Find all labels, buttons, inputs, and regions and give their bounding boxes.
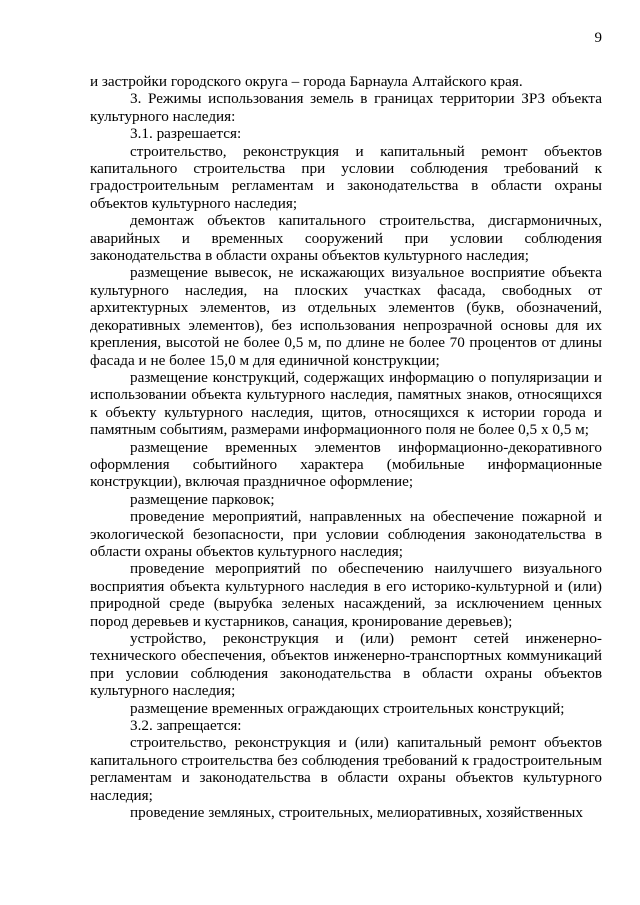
paragraph: проведение земляных, строительных, мелиоративных, хозяйственных: [130, 804, 583, 822]
paragraph-continuation: и застройки городского округа – города Барнаула Алтайского края.: [90, 73, 523, 90]
document-body: [90, 73, 602, 821]
paragraph: проведение мероприятий по обеспечению наилучшего визуального восприятия объекта культурного наследия в его историко-культурной и (или) природной среде (вырубка зеленых насаждений, за исключением ценных пород деревьев и кустарников, санация, кронирование деревьев);: [90, 560, 602, 630]
paragraph: строительство, реконструкция и капитальный ремонт объектов капитального строительства при условии соблюдения требований к градостроительным регламентам и законодательства в области охраны объектов культурного наследия;: [90, 142, 602, 212]
paragraph: размещение конструкций, содержащих информацию о популяризации и использовании объекта культурного наследия, памятных знаков, относящихся к объекту культурного наследия, щитов, относящихся к истории города и памятным событиям, размерами информационного поля не более 0,5 х 0,5 м;: [90, 368, 602, 439]
subsection-3-2-heading: 3.2. запрещается:: [130, 717, 242, 735]
page-number: 9: [594, 30, 602, 46]
section-3-heading: 3. Режимы использования земель в границах территории ЗРЗ объекта культурного наследия:: [90, 90, 602, 125]
paragraph: размещение парковок;: [130, 490, 275, 508]
paragraph: размещение временных ограждающих строительных конструкций;: [130, 699, 565, 717]
paragraph: строительство, реконструкция и (или) капитальный ремонт объектов капитального строительства без соблюдения требований к градостроительным регламентам и законодательства в области охраны объектов культурного наследия;: [90, 734, 602, 804]
paragraph: проведение мероприятий, направленных на обеспечение пожарной и экологической безопасности, при условии соблюдения законодательства в области охраны объектов культурного наследия;: [90, 508, 602, 560]
paragraph: устройство, реконструкция и (или) ремонт сетей инженерно-технического обеспечения, объектов инженерно-транспортных коммуникаций при условии соблюдения законодательства в области охраны объектов культурного наследия;: [90, 630, 602, 700]
paragraph: размещение временных элементов информационно-декоративного оформления событийного характера (мобильные информационные конструкции), включая праздничное оформление;: [90, 438, 602, 491]
subsection-3-1-heading: 3.1. разрешается:: [130, 125, 242, 143]
paragraph: демонтаж объектов капитального строительства, дисгармоничных, аварийных и временных сооружений при условии соблюдения законодательства в области охраны объектов культурного наследия;: [90, 212, 602, 265]
paragraph: размещение вывесок, не искажающих визуальное восприятие объекта культурного наследия, на плоских участках фасада, свободных от архитектурных элементов, из отдельных элементов (букв, обозначений, декоративных элементов), без использования непрозрачной основы для их крепления, высотой не более 0,5 м, по длине не более 70 процентов от длины фасада и не более 15,0 м для единичной конструкции;: [90, 264, 602, 369]
